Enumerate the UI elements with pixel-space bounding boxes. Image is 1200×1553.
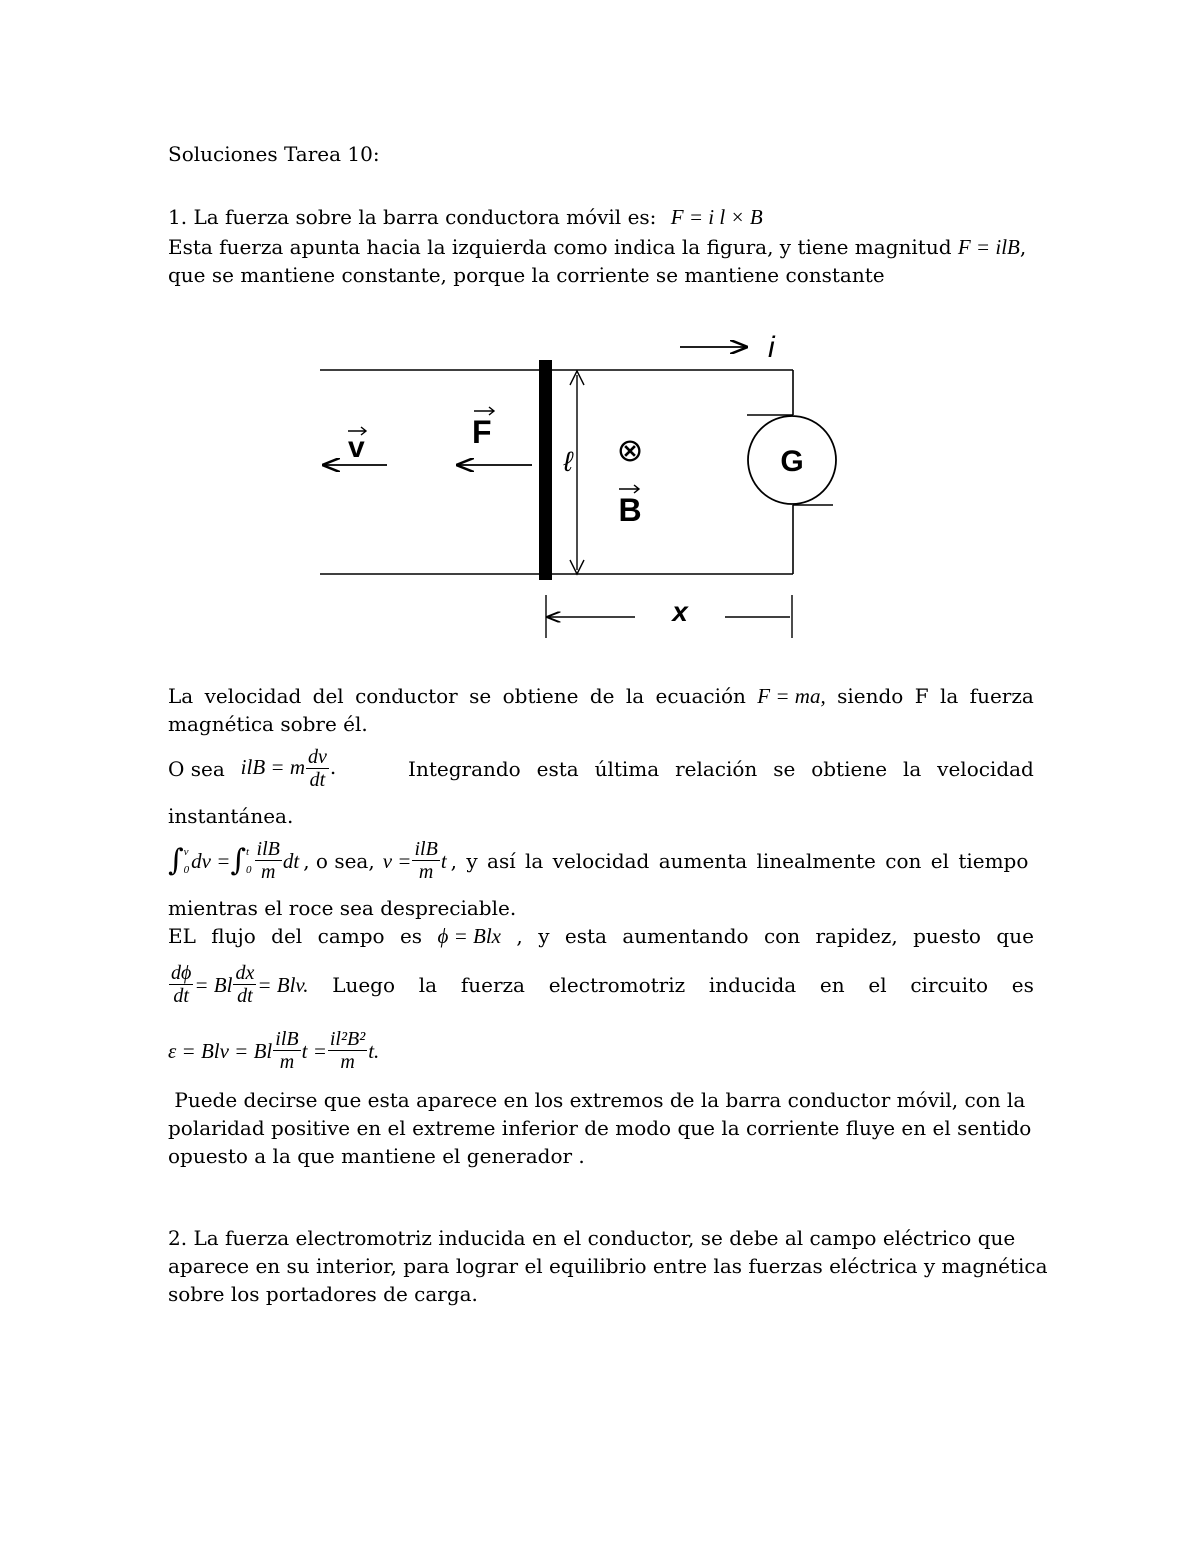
word: es [399,924,423,948]
word: la [418,972,438,997]
flux-formula: ϕ = Blx [437,924,502,948]
word: del [312,684,344,708]
word: fuerza [969,684,1034,708]
integral-limits: v 0 [183,845,190,876]
equation-part: t. [368,1038,380,1063]
x-label: x [672,596,688,627]
numerator: ilB [275,1028,299,1050]
force-label: F [472,414,492,450]
integral-sign: ∫ [230,842,247,878]
time-variable: t [440,848,447,873]
word: en [819,972,845,997]
word: velocidad [937,756,1034,781]
lorentz-force-formula: F = i l × B [670,205,763,229]
word: obtiene [811,756,888,781]
p2-line-3 [168,746,1034,791]
word: Integrando [408,756,521,781]
word: del [271,924,303,948]
current-label: i [768,331,775,364]
emf-equation: ε = Blv = Bl [168,1038,273,1063]
galvanometer-label: G [780,445,804,478]
equation-part: = Bl [194,972,233,997]
word: esta [536,756,579,781]
problem-1-line-3: que se mantiene constante, porque la corriente se mantiene constante [168,263,885,287]
ilb-over-m-fraction [412,838,439,883]
word: se [469,684,492,708]
p2-line-12: opuesto a la que mantiene el generador . [168,1144,585,1168]
word: La [168,684,194,708]
word: puesto [913,924,981,948]
word: obtiene [502,684,579,708]
numerator: il²B² [329,1028,366,1050]
dx-dt-fraction [233,962,256,1007]
word: campo [317,924,385,948]
word: esta [564,924,607,948]
equation-part: = Blv. [257,972,309,997]
denominator: m [340,1051,355,1073]
word: fuerza [460,972,525,997]
differential: dt [282,848,300,873]
word: F [914,684,929,708]
word: electromotriz [548,972,686,997]
p2-line-7 [168,922,1034,950]
period: . [329,755,337,779]
dv-dt-fraction [306,746,329,791]
numerator: ilB [256,838,280,860]
force-magnitude-formula: F = ilB [957,235,1020,259]
word: rapidez, [815,924,898,948]
word: EL [168,924,196,948]
word: relación [675,756,758,781]
p2-line-11: polaridad positive en el extreme inferior de modo que la corriente fluye en el sentido [168,1116,1032,1140]
word: la [939,684,959,708]
word: última [594,756,660,781]
ilb-over-m-fraction [273,1028,300,1073]
word: es [1011,972,1034,997]
problem-1-text: La fuerza sobre la barra conductora móvil es: [193,205,657,229]
il2b2-over-m-fraction [328,1028,367,1073]
length-label: ℓ [563,446,573,477]
word: se [773,756,796,781]
problem-1-line-1 [168,203,763,231]
problem-2-line-3: sobre los portadores de carga. [168,1282,478,1306]
flux-derivative [168,962,308,1007]
velocity-label: v [348,431,365,464]
integrand-left: dv = [191,848,231,873]
word: aumentando [622,924,749,948]
numerator: ilB [414,838,438,860]
phrase: , o sea, [303,848,375,873]
word: siendo [837,684,904,708]
p2-line-10: Puede decirse que esta aparece en los extremos de la barra conductor móvil, con la [168,1088,1026,1112]
circuit-figure [300,325,860,655]
problem-1-line-2-text: Esta fuerza apunta hacia la izquierda como indica la figura, y tiene magnitud [168,235,952,259]
word: de [589,684,615,708]
problem-2-line-2: aparece en su interior, para lograr el equilibrio entre las fuerzas eléctrica y magnética [168,1254,1048,1278]
integral-sign: ∫ [168,842,184,878]
newton-law-formula: F = ma, [757,684,826,708]
p2-line-4: instantánea. [168,804,294,828]
word: la [902,756,922,781]
word: inducida [708,972,797,997]
word: , [516,924,523,948]
numerator: dx [235,962,255,984]
word: velocidad [204,684,302,708]
equation-part: t = [301,1038,327,1063]
p2-line-8 [168,962,1034,1007]
word: conductor [355,684,458,708]
word: que [996,924,1034,948]
numerator: dϕ [171,962,192,984]
word: flujo [211,924,256,948]
word: el [868,972,887,997]
phrase: , y así la velocidad aumenta linealmente con el tiempo [450,848,1029,873]
velocity-equation: v = [382,848,412,873]
problem-2-line-1: 2. La fuerza electromotriz inducida en el conductor, se debe al campo eléctrico que [168,1226,1016,1250]
field-into-page-symbol: ⊗ [616,432,644,468]
numerator: dv [308,746,327,768]
problem-1-line-2 [168,233,1026,261]
p2-line-6: mientras el roce sea despreciable. [168,896,517,920]
dphi-dt-fraction [169,962,193,1007]
word: la [625,684,645,708]
denominator: m [260,861,276,883]
phrase: O sea [168,756,225,781]
conducting-bar [539,360,552,580]
denominator: dt [309,769,326,791]
document-title: Soluciones Tarea 10: [168,142,380,166]
p2-line-1 [168,682,1034,710]
p2-line-5 [168,838,1028,883]
integral-limits: t 0 [246,845,252,876]
field-label: B [618,492,642,528]
denominator: dt [173,985,189,1007]
equation-part: ilB = m [240,755,306,779]
word: ecuación [655,684,746,708]
equation-motion [241,746,337,791]
problem-1-number: 1. [168,205,188,229]
denominator: dt [237,985,253,1007]
word: Luego [332,972,396,997]
p2-line-9 [168,1028,379,1073]
denominator: m [418,861,434,883]
p2-line-2: magnética sobre él. [168,712,368,736]
word: con [763,924,801,948]
denominator: m [279,1051,295,1073]
ilb-over-m-fraction [255,838,282,883]
word: y [538,924,550,948]
word: circuito [910,972,989,997]
comma: , [1019,235,1027,259]
